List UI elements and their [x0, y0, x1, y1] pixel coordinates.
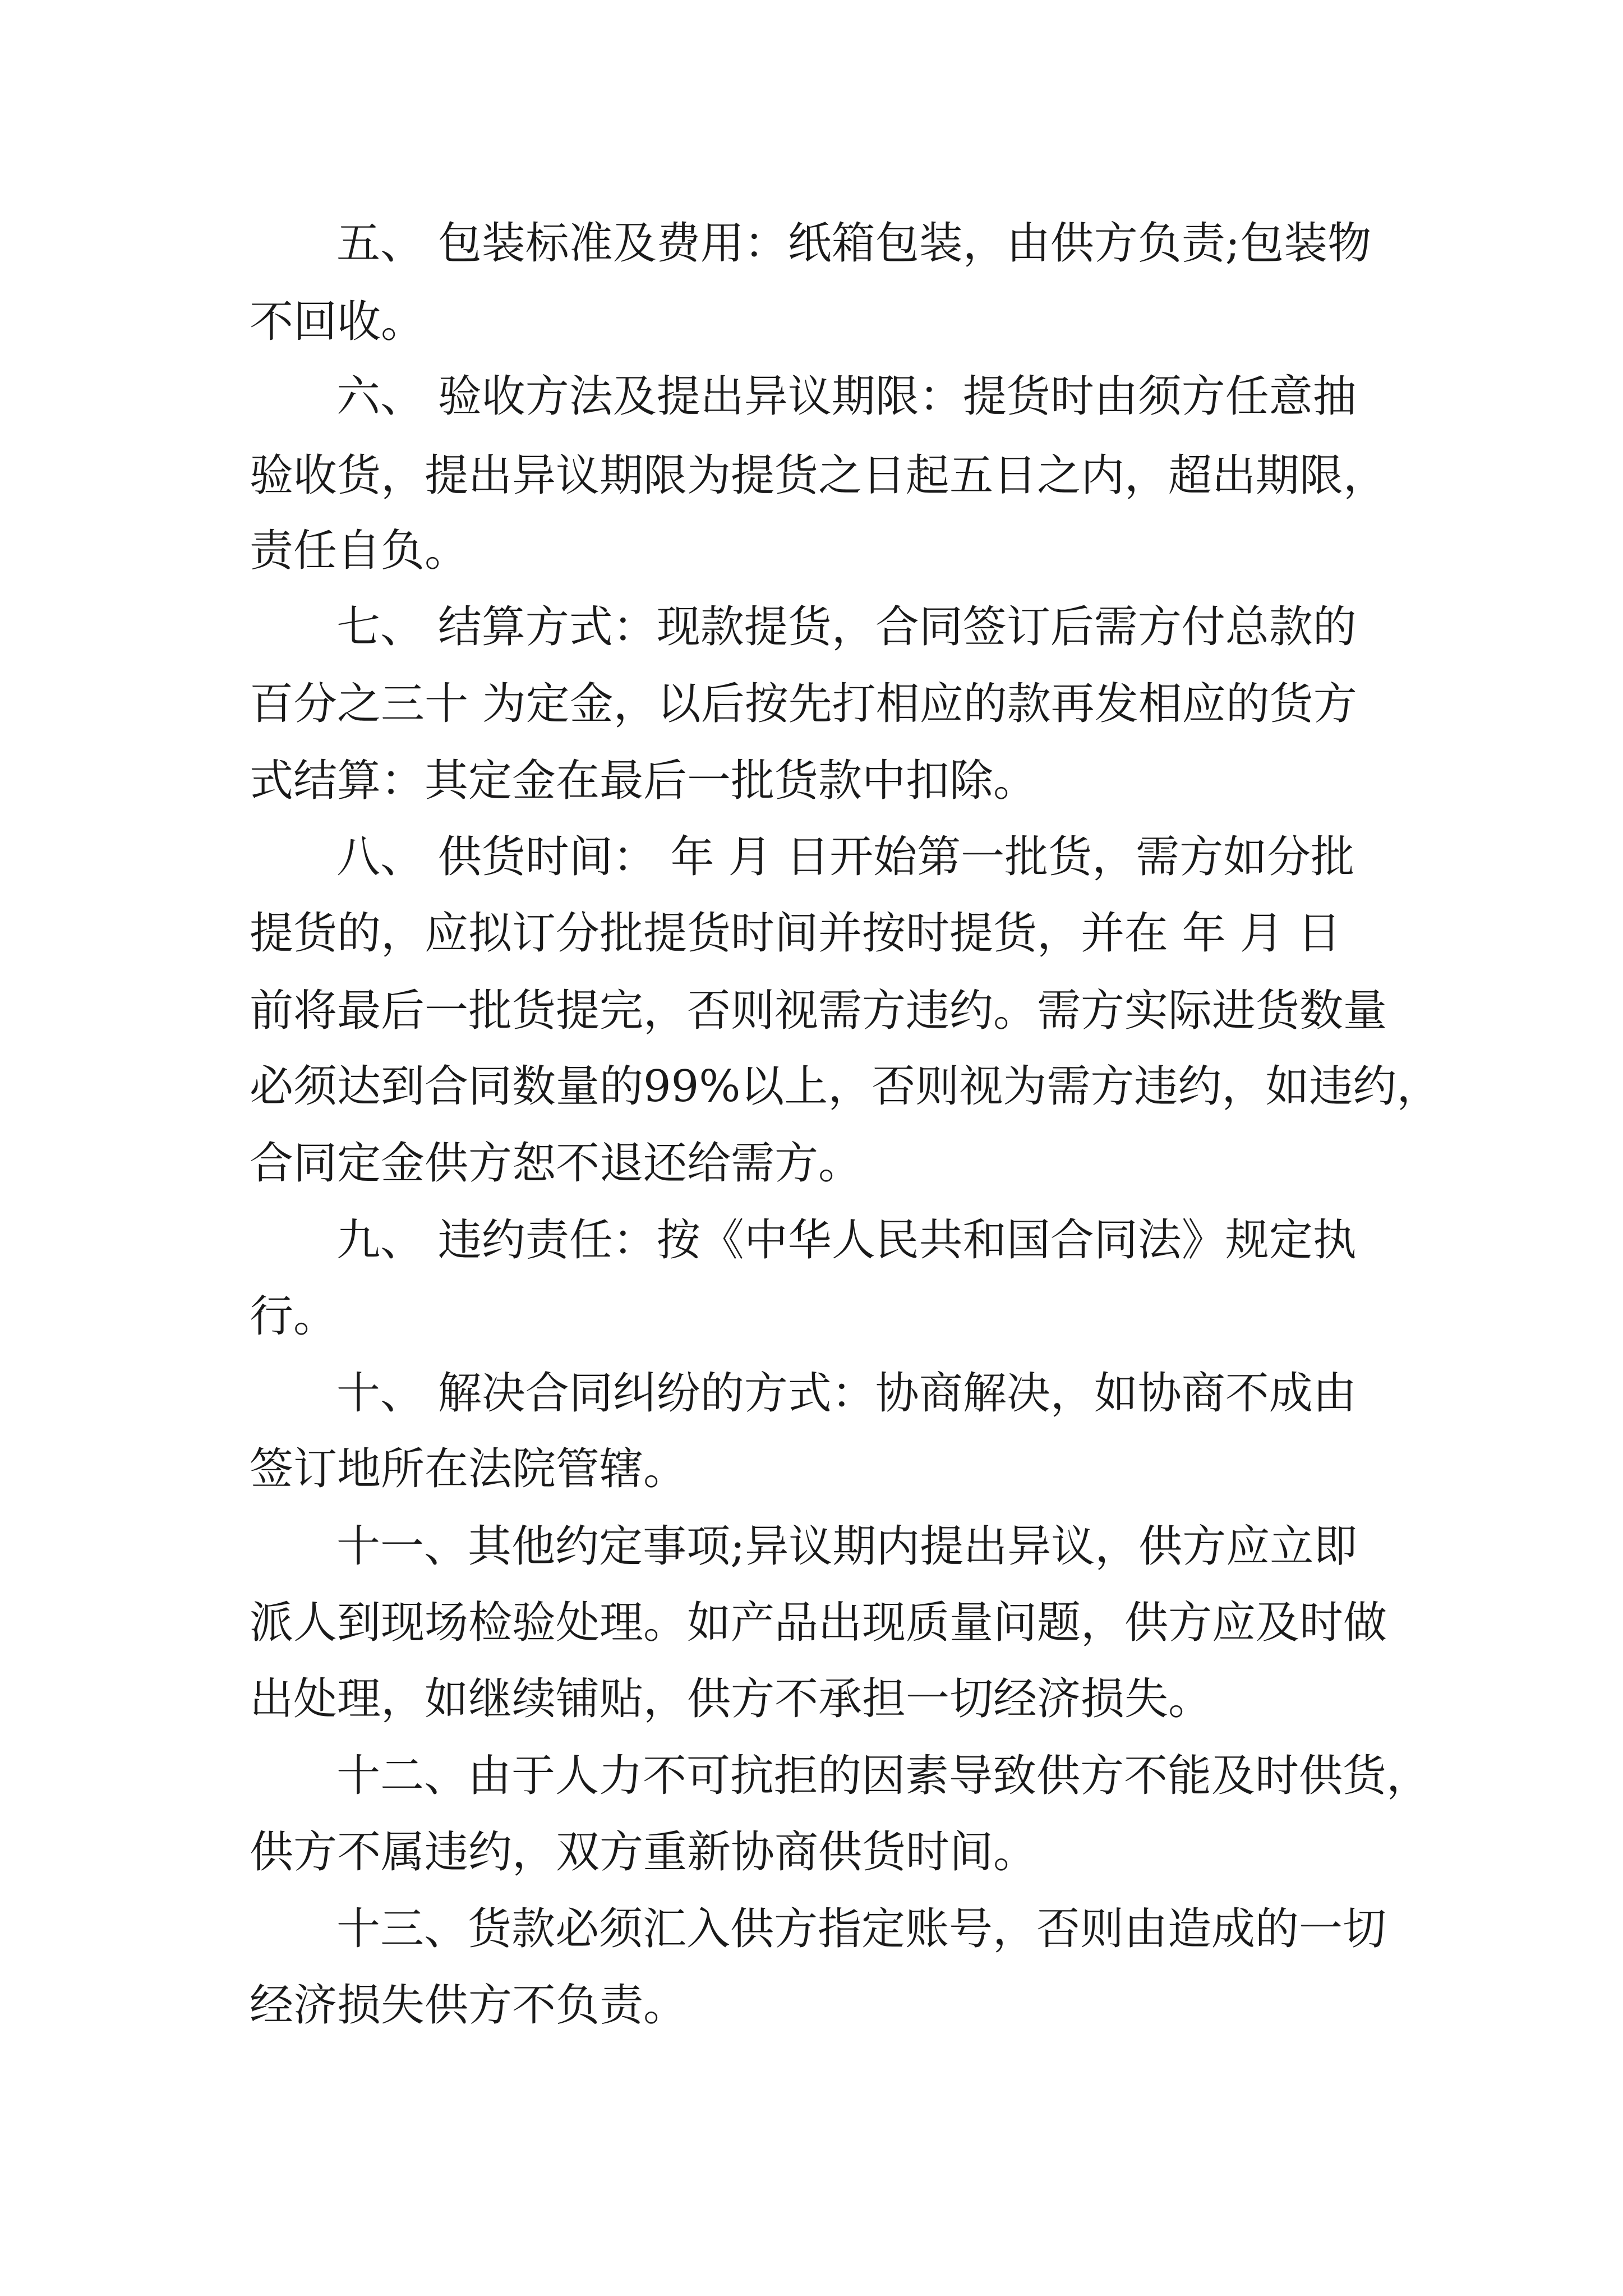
clause-7-line-2: 百分之三十 为定金，以后按先打相应的款再发相应的货方 [250, 679, 1357, 729]
clause-12-line-2: 供方不属违约，双方重新协商供货时间。 [250, 1827, 1038, 1878]
clause-7-line-1: 七、 结算方式：现款提货，合同签订后需方付总款的 [336, 602, 1357, 652]
clause-11-line-2: 派人到现场检验处理。如产品出现质量问题，供方应及时做 [250, 1598, 1387, 1648]
clause-13-line-1: 十三、货款必须汇入供方指定账号，否则由造成的一切 [336, 1904, 1387, 1954]
clause-13-line-2: 经济损失供方不负责。 [250, 1980, 688, 2031]
clause-11-line-3: 出处理，如继续铺贴，供方不承担一切经济损失。 [250, 1674, 1212, 1724]
clause-7-line-3: 式结算：其定金在最后一批货款中扣除。 [250, 756, 1038, 806]
clause-9-line-1: 九、 违约责任：按《中华人民共和国合同法》规定执 [336, 1215, 1357, 1266]
clause-6-line-2: 验收货，提出异议期限为提货之日起五日之内，超出期限， [250, 450, 1387, 501]
clause-5-line-2: 不回收。 [250, 297, 425, 347]
clause-5-line-1: 五、 包装标准及费用：纸箱包装，由供方负责;包装物 [336, 218, 1372, 269]
clause-8-line-3: 前将最后一批货提完，否则视需方违约。需方实际进货数量 [250, 986, 1387, 1036]
clause-6-line-1: 六、 验收方法及提出异议期限：提货时由须方任意抽 [336, 371, 1357, 422]
clause-11-line-1: 十一、其他约定事项;异议期内提出异议，供方应立即 [336, 1521, 1358, 1572]
clause-6-line-3: 责任自负。 [250, 526, 469, 576]
clause-9-line-2: 行。 [250, 1291, 338, 1342]
clause-8-line-4: 必须达到合同数量的99%以上，否则视为需方违约，如违约， [250, 1061, 1441, 1112]
clause-8-line-5: 合同定金供方恕不退还给需方。 [250, 1138, 863, 1189]
clause-10-line-2: 签订地所在法院管辖。 [250, 1444, 688, 1494]
clause-8-line-2: 提货的，应拟订分批提货时间并按时提货，并在 年 月 日 [250, 908, 1341, 959]
clause-10-line-1: 十、 解决合同纠纷的方式：协商解决，如协商不成由 [336, 1368, 1357, 1419]
clause-8-line-1: 八、 供货时间： 年 月 日开始第一批货，需方如分批 [336, 832, 1355, 882]
clause-12-line-1: 十二、由于人力不可抗拒的因素导致供方不能及时供货， [336, 1751, 1431, 1801]
